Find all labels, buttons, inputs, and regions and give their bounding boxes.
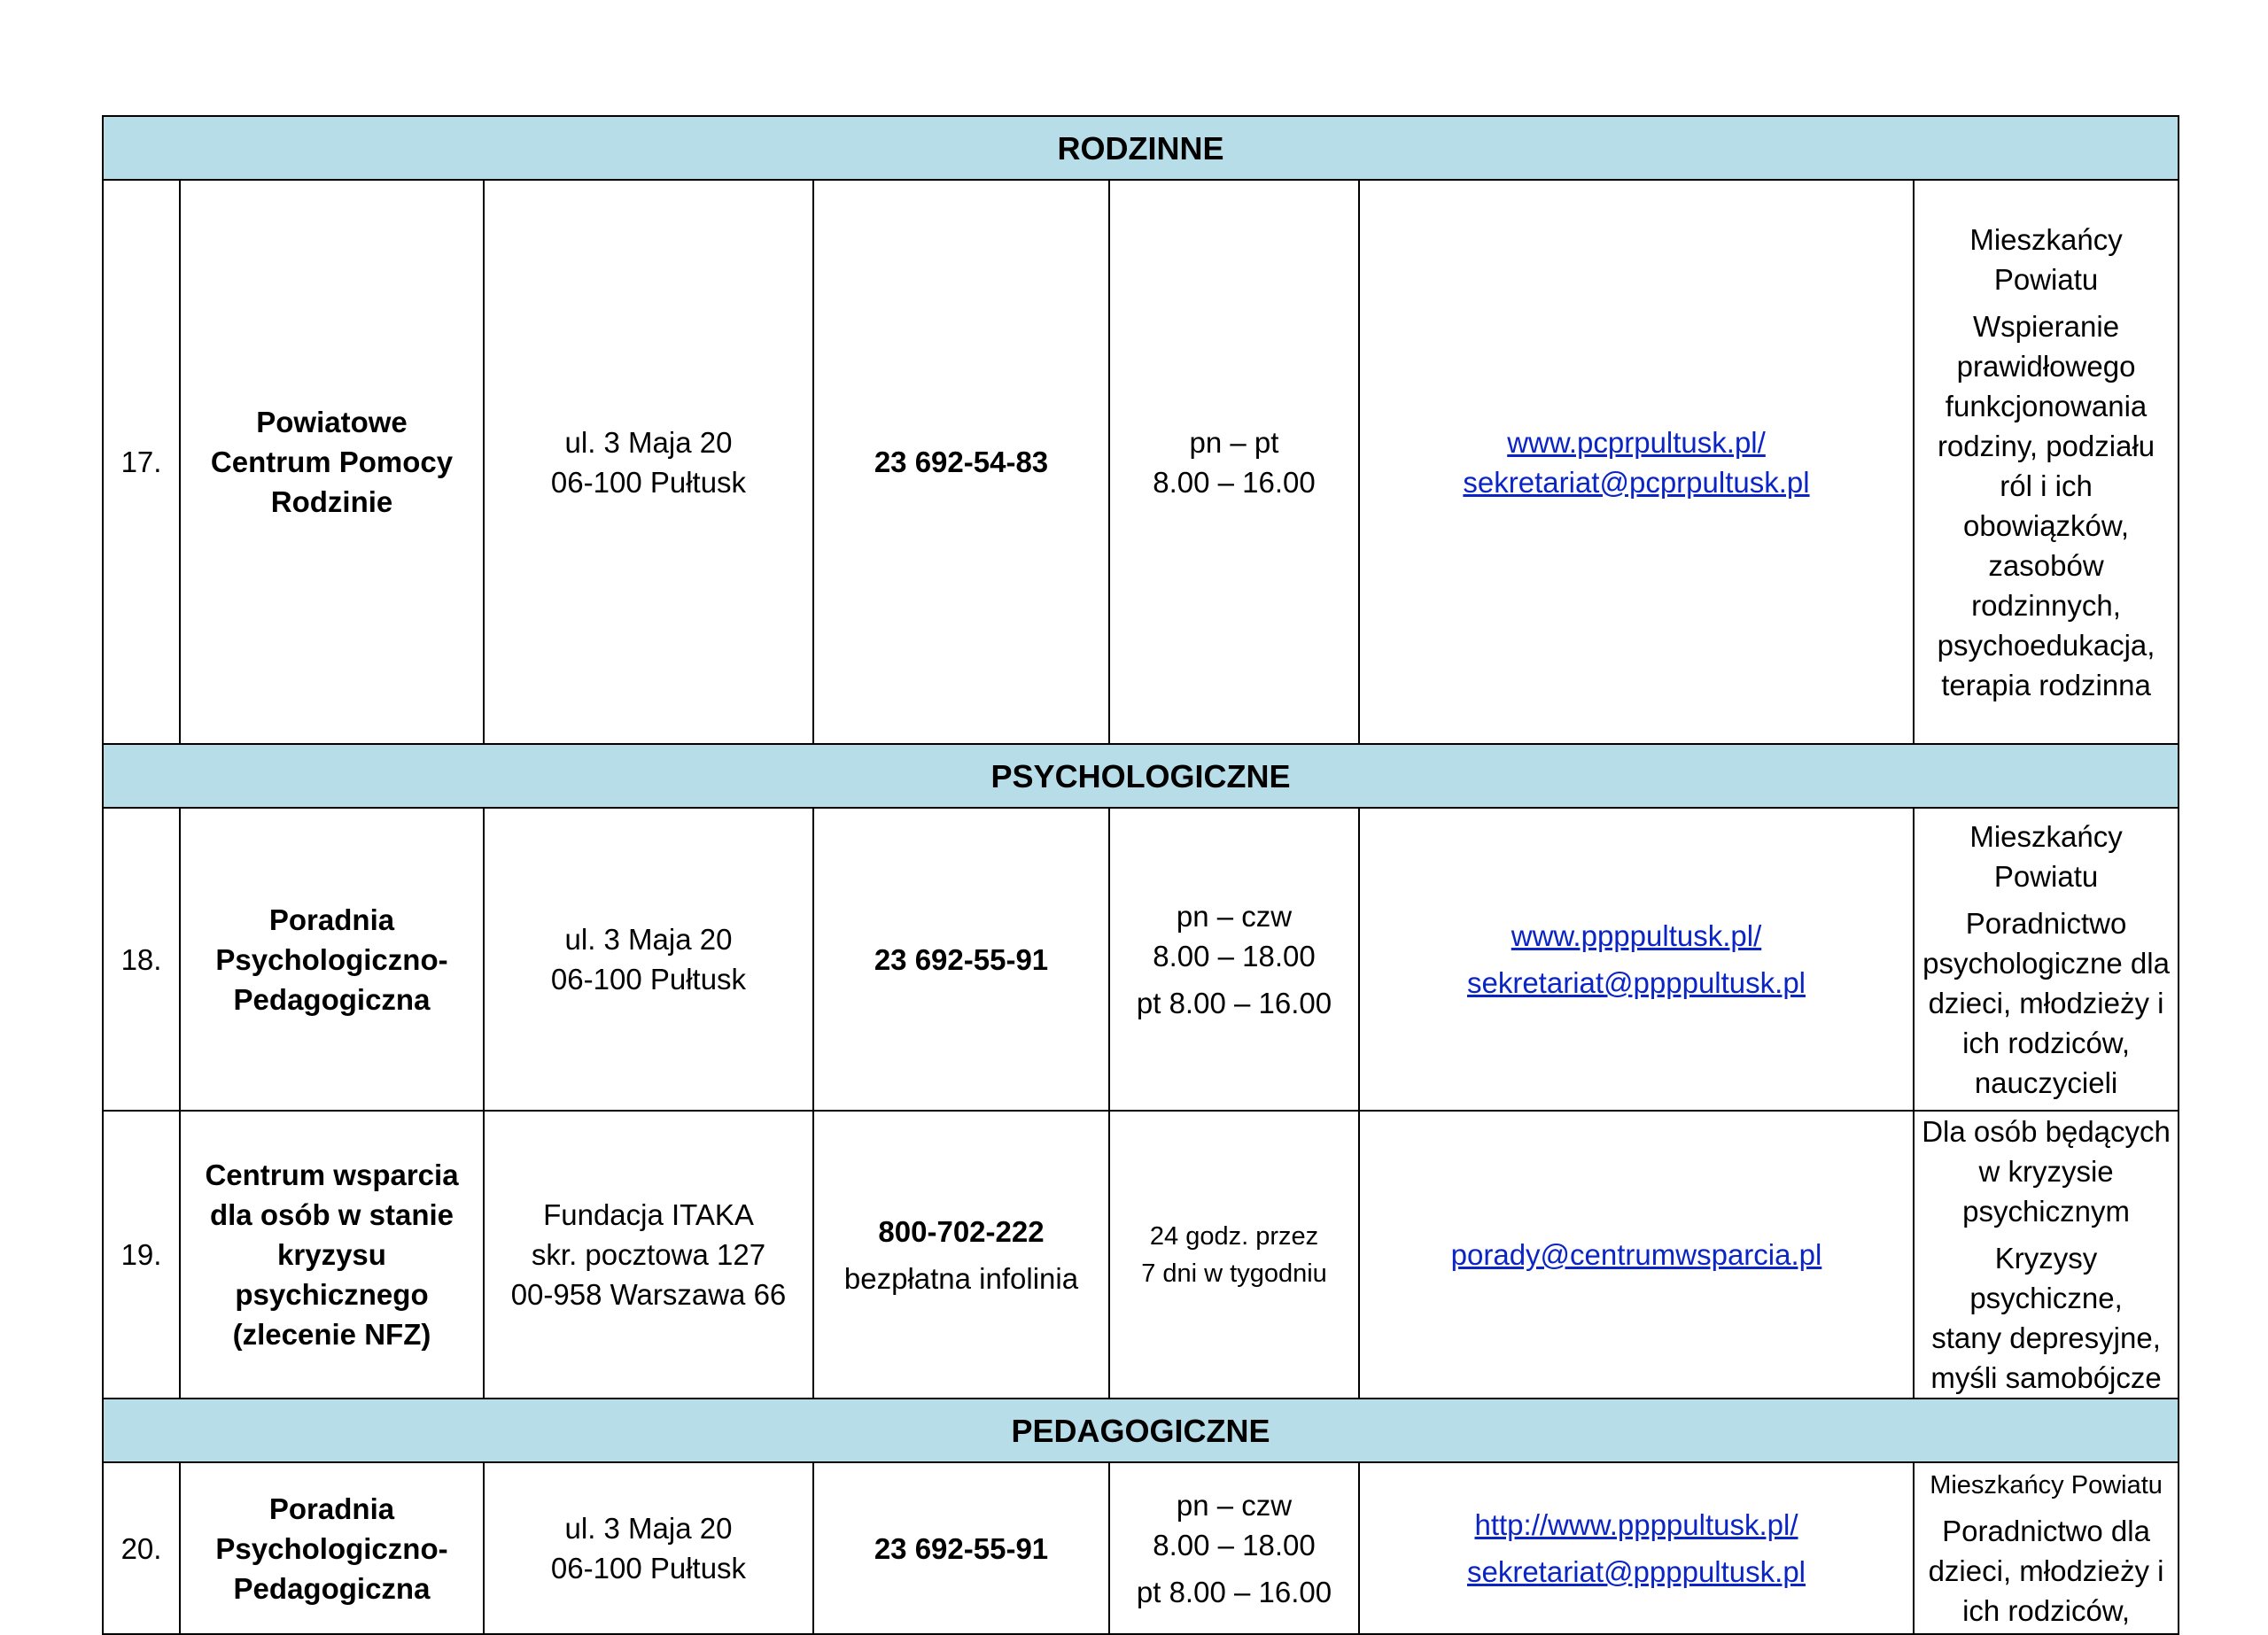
text-line: pt 8.00 – 16.00	[1136, 986, 1332, 1019]
text-line: Mieszkańcy Powiatu	[1930, 1470, 2163, 1499]
text-line: pn – czw	[1176, 1488, 1293, 1522]
contact-links	[1359, 1111, 1914, 1399]
text-line: 06-100 Pułtusk	[550, 963, 747, 996]
text-line: psychicznym	[1962, 1195, 2130, 1228]
text-line: psychologiczne dla	[1922, 946, 2170, 980]
row-number: 19.	[103, 1111, 180, 1399]
text-line: psychoedukacja,	[1937, 628, 2155, 662]
text-line: 8.00 – 18.00	[1153, 939, 1316, 972]
text-line: Mieszkańcy	[1969, 222, 2123, 256]
text-line: Rodzinie	[270, 485, 393, 518]
text-line: prawidłowego	[1956, 349, 2136, 383]
text-line: Powiatu	[1993, 262, 2099, 296]
text-line: ul. 3 Maja 20	[564, 425, 733, 459]
target-and-scope	[1914, 808, 2179, 1111]
text-line: 8.00 – 18.00	[1153, 1528, 1316, 1561]
text-line: 06-100 Pułtusk	[550, 465, 747, 499]
text-line: 06-100 Pułtusk	[550, 1552, 747, 1585]
section-header-rodzinne	[103, 116, 2179, 180]
text-line: psychicznego	[235, 1278, 429, 1311]
text-line: nauczycieli	[1974, 1065, 2118, 1099]
text-line: funkcjonowania	[1945, 389, 2148, 422]
email-link[interactable]: porady@centrumwsparcia.pl	[1450, 1238, 1822, 1271]
email-link[interactable]: sekretariat@pcprpultusk.pl	[1463, 465, 1810, 499]
phone-number: 23 692-55-91	[813, 808, 1109, 1111]
contact-links	[1359, 180, 1914, 744]
text-line: ich rodziców,	[1962, 1593, 2130, 1627]
section-title: RODZINNE	[103, 116, 2179, 180]
address	[484, 808, 813, 1111]
opening-hours	[1109, 1111, 1359, 1399]
text-line: Centrum Pomocy	[210, 446, 454, 478]
section-header-psychologiczne	[103, 744, 2179, 808]
text-line: myśli samobójcze	[1930, 1361, 2162, 1394]
table-row	[103, 180, 2179, 744]
section-title: PSYCHOLOGICZNE	[103, 744, 2179, 808]
text-line: Fundacja ITAKA	[543, 1198, 754, 1231]
text-line: w kryzysie	[1978, 1155, 2114, 1188]
text-line: Psychologiczno-	[215, 942, 448, 976]
text-line: kryzysu	[277, 1238, 386, 1271]
text-line: Kryzysy psychiczne,	[1969, 1242, 2123, 1314]
text-line: Pedagogiczna	[233, 1571, 431, 1605]
text-line: zasobów	[1988, 548, 2104, 582]
text-line: 00-958 Warszawa 66	[510, 1278, 787, 1311]
phone-number: 23 692-54-83	[813, 180, 1109, 744]
text-line: Powiatowe	[256, 406, 408, 438]
institutions-table	[102, 115, 2179, 1635]
text-line: rodziny, podziału	[1937, 429, 2155, 462]
document-page	[102, 115, 2178, 1635]
contact-links	[1359, 1462, 1914, 1634]
phone-cell	[813, 1111, 1109, 1399]
target-and-scope	[1914, 1462, 2179, 1634]
phone-note: bezpłatna infolinia	[843, 1261, 1079, 1295]
target-and-scope	[1914, 180, 2179, 744]
institution-name	[180, 1462, 484, 1634]
text-line: dzieci, młodzieży i	[1928, 986, 2164, 1019]
website-link[interactable]: www.pcprpultusk.pl/	[1507, 425, 1766, 459]
text-line: stany depresyjne,	[1931, 1321, 2161, 1354]
text-line: ul. 3 Maja 20	[564, 1512, 733, 1545]
text-line: Poradnictwo dla	[1942, 1514, 2150, 1547]
row-number: 20.	[103, 1462, 180, 1634]
email-link[interactable]: sekretariat@ppppultusk.pl	[1466, 966, 1806, 999]
text-line: pt 8.00 – 16.00	[1136, 1575, 1332, 1608]
opening-hours	[1109, 808, 1359, 1111]
address	[484, 1111, 813, 1399]
institution-name	[180, 1111, 484, 1399]
target-and-scope	[1914, 1111, 2179, 1399]
address	[484, 180, 813, 744]
row-number: 18.	[103, 808, 180, 1111]
text-line: terapia rodzinna	[1941, 668, 2151, 701]
text-line: Pedagogiczna	[233, 982, 431, 1016]
text-line: dzieci, młodzieży i	[1928, 1554, 2164, 1587]
text-line: Mieszkańcy	[1969, 819, 2123, 853]
text-line: Centrum wsparcia	[205, 1158, 459, 1191]
table-row	[103, 1462, 2179, 1634]
opening-hours	[1109, 180, 1359, 744]
phone-number: 23 692-55-91	[813, 1462, 1109, 1634]
text-line: Poradnia	[268, 903, 395, 936]
text-line: pn – pt	[1189, 425, 1279, 459]
text-line: Dla osób będących	[1922, 1115, 2171, 1148]
text-line: Psychologiczno-	[215, 1531, 448, 1565]
institution-name	[180, 180, 484, 744]
text-line: pn – czw	[1176, 899, 1293, 933]
table-row	[103, 1111, 2179, 1399]
address	[484, 1462, 813, 1634]
contact-links	[1359, 808, 1914, 1111]
email-link[interactable]: sekretariat@ppppultusk.pl	[1466, 1555, 1806, 1588]
opening-hours	[1109, 1462, 1359, 1634]
text-line: 8.00 – 16.00	[1153, 465, 1316, 499]
text-line: Wspieranie	[1973, 309, 2120, 343]
text-line: obowiązków,	[1962, 508, 2130, 542]
text-line: ich rodziców,	[1962, 1026, 2130, 1059]
text-line: Poradnia	[268, 1492, 395, 1525]
text-line: (zlecenie NFZ)	[232, 1318, 431, 1351]
section-title: PEDAGOGICZNE	[103, 1399, 2179, 1462]
text-line: ról i ich	[2000, 469, 2093, 502]
row-number: 17.	[103, 180, 180, 744]
text-line: Poradnictwo	[1965, 906, 2127, 940]
phone-number: 800-702-222	[878, 1214, 1045, 1248]
text-line: rodzinnych,	[1971, 588, 2121, 622]
text-line: Powiatu	[1993, 859, 2099, 893]
institution-name	[180, 808, 484, 1111]
text-line: ul. 3 Maja 20	[564, 923, 733, 956]
table-row	[103, 808, 2179, 1111]
text-line: dla osób w stanie	[209, 1198, 454, 1231]
section-header-pedagogiczne	[103, 1399, 2179, 1462]
text-line: skr. pocztowa 127	[531, 1238, 766, 1271]
website-link[interactable]: www.ppppultusk.pl/	[1511, 919, 1762, 952]
website-link[interactable]: http://www.ppppultusk.pl/	[1474, 1508, 1798, 1541]
text-line: 7 dni w tygodniu	[1141, 1259, 1327, 1288]
text-line: 24 godz. przez	[1149, 1221, 1319, 1251]
